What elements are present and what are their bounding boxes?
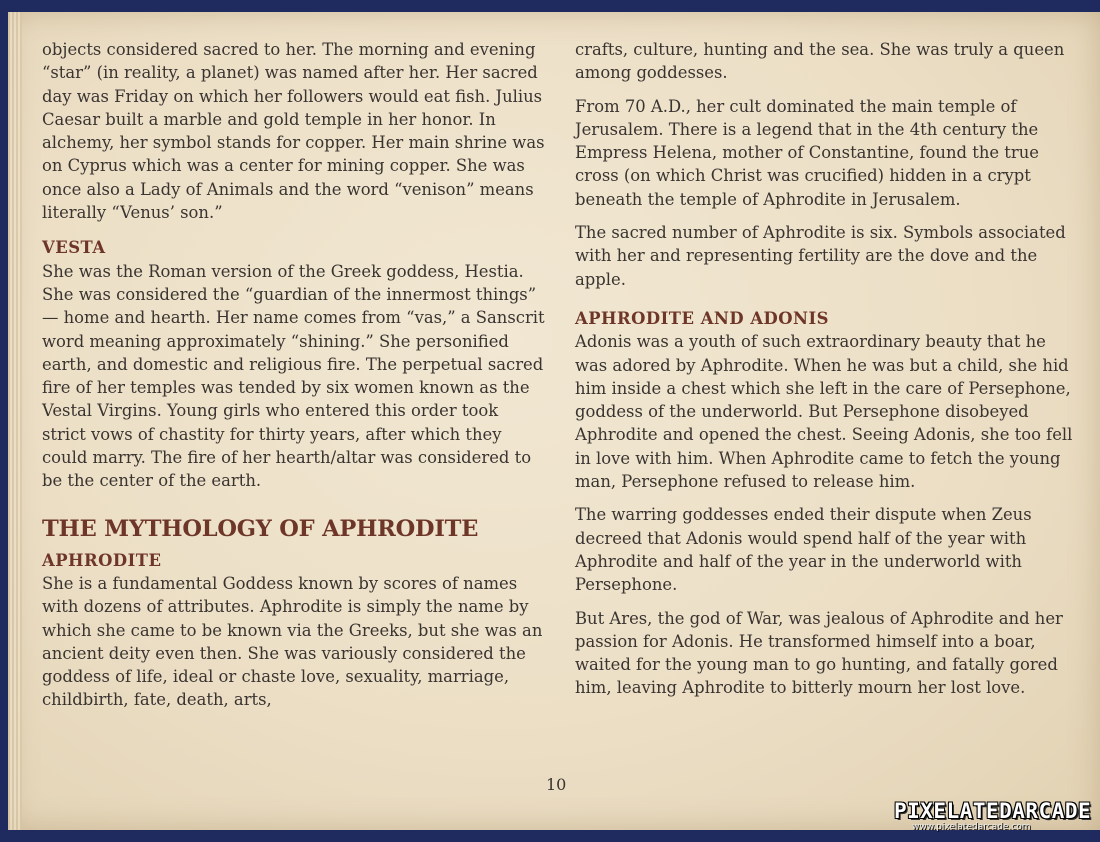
adonis-paragraph-2: The warring goddesses ended their dispute when Zeus decreed that Adonis would spend half of the year with Aphrodite and half of the year in the underworld with Persephone. <box>575 505 1032 595</box>
aphrodite-paragraph: She is a fundamental Goddess known by scores of names with dozens of attributes. Aphrodite is simply the name by which she came to be known via the Greeks, but she was an ancient deity even then. She was variously considered the goddess of life, ideal or chaste love, sexuality, marriage, childbirth, fate, death, arts, <box>42 573 543 710</box>
adonis-heading: APHRODITE AND ADONIS <box>575 308 830 328</box>
watermark-brand: PIXELATEDARCADE <box>894 799 1092 823</box>
intro-paragraph: objects considered sacred to her. The morning and evening “star” (in reality, a planet) was named after her. Her sacred day was Friday on which her followers would eat fish. Julius Caesar built a marble and gold temple in her honor. In alchemy, her symbol stands for copper. Her main shrine was on Cyprus which was a center for mining copper. She was once also a Lady of Animals and the word “venison” means literally “Venus’ son.” <box>42 40 545 223</box>
vesta-heading: VESTA <box>42 238 106 258</box>
vesta-paragraph: She was the Roman version of the Greek goddess, Hestia. She was considered the “guardian of the innermost things” — home and hearth. Her name comes from “vas,” a Sanscrit word meaning approximately “shining.” She personified earth, and domestic and religious fire. The perpetual sacred fire of her temples was tended by six women known as the Vestal Virgins. Young girls who entered this order took strict vows of chastity for thirty years, after which they could marry. The fire of her hearth/altar was considered to be the center of the earth. <box>42 261 545 491</box>
chapter-title: THE MYTHOLOGY OF APHRODITE <box>42 515 479 542</box>
watermark-url: www.pixelatedarcade.com <box>912 822 1031 832</box>
adonis-paragraph-3: But Ares, the god of War, was jealous of Aphrodite and her passion for Adonis. He transformed himself into a boar, waited for the young man to go hunting, and fatally gored him, leaving Aphrodite to bitterly mourn her lost love. <box>575 608 1063 698</box>
continuation-paragraph: crafts, culture, hunting and the sea. She was truly a queen among goddesses. <box>575 40 1065 83</box>
left-column <box>42 38 547 712</box>
adonis-paragraph-1: Adonis was a youth of such extraordinary beauty that he was adored by Aphrodite. When he was but a child, she hid him inside a chest which she left in the care of Persephone, goddess of the underworld. But Persephone disobeyed Aphrodite and opened the chest. Seeing Adonis, she too fell in love with him. When Aphrodite came to fetch the young man, Persephone refused to release him. <box>575 332 1073 492</box>
aphrodite-heading: APHRODITE <box>42 550 162 570</box>
cult-paragraph: From 70 A.D., her cult dominated the main temple of Jerusalem. There is a legend that in the 4th century the Empress Helena, mother of Constantine, found the true cross (on which Christ was crucified) hidden in a crypt beneath the temple of Aphrodite in Jerusalem. <box>575 96 1039 209</box>
manual-page <box>8 12 1100 830</box>
page-number: 10 <box>546 775 567 794</box>
page-edge <box>8 12 22 830</box>
watermark <box>894 800 1094 832</box>
right-column <box>575 38 1080 700</box>
sacred-number-paragraph: The sacred number of Aphrodite is six. Symbols associated with her and representing fertility are the dove and the apple. <box>575 223 1066 289</box>
